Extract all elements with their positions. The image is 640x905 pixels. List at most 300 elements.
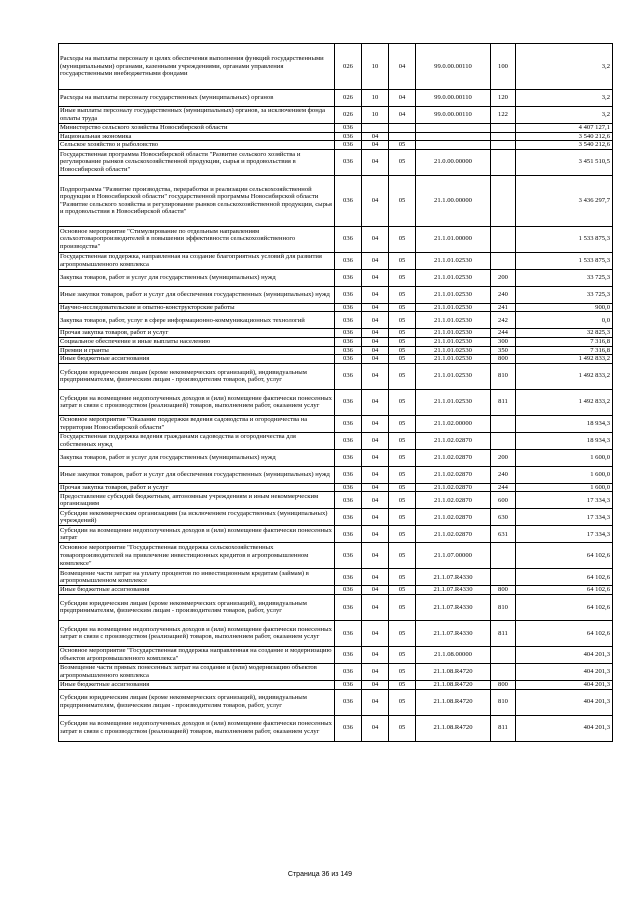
- table-row: [59, 312, 613, 329]
- cell-target-article: 21.1.02.02870: [416, 483, 491, 492]
- cell-grbs: 036: [335, 252, 362, 269]
- cell-name: Основное мероприятие "Государственная поддержка направленная на создание и модернизацию объектов агропромышленного комплекса": [59, 646, 335, 663]
- cell-name: Основное мероприятие "Оказание поддержки ведения садоводства и огородничества на территории Новосибирской области": [59, 415, 335, 432]
- cell-subsection: 04: [389, 107, 416, 124]
- cell-expense-type: 800: [491, 355, 516, 364]
- cell-target-article: 21.1.02.02870: [416, 449, 491, 466]
- cell-expense-type: 810: [491, 363, 516, 389]
- cell-subsection: 04: [389, 90, 416, 107]
- table-row: [59, 415, 613, 432]
- cell-section: 04: [362, 620, 389, 646]
- cell-grbs: 036: [335, 124, 362, 133]
- cell-grbs: 036: [335, 646, 362, 663]
- cell-expense-type: [491, 132, 516, 141]
- cell-amount: 64 102,6: [516, 586, 613, 595]
- cell-name: Государственная поддержка ведения гражданами садоводства и огородничества для собственных нужд: [59, 432, 335, 449]
- cell-expense-type: 300: [491, 337, 516, 346]
- cell-subsection: [389, 124, 416, 133]
- cell-amount: 1 492 833,2: [516, 355, 613, 364]
- cell-expense-type: 600: [491, 492, 516, 509]
- cell-name: Иные выплаты персоналу государственных (муниципальных) органов, за исключением фонда оплаты труда: [59, 107, 335, 124]
- cell-expense-type: 811: [491, 715, 516, 741]
- cell-amount: 900,0: [516, 303, 613, 312]
- cell-expense-type: 810: [491, 594, 516, 620]
- cell-name: Социальное обеспечение и иные выплаты населению: [59, 337, 335, 346]
- cell-section: 04: [362, 303, 389, 312]
- cell-amount: 1 492 833,2: [516, 363, 613, 389]
- cell-section: 04: [362, 415, 389, 432]
- cell-section: 04: [362, 337, 389, 346]
- cell-amount: 1 492 833,2: [516, 389, 613, 415]
- table-row: [59, 715, 613, 741]
- cell-name: Субсидии на возмещение недополученных доходов и (или) возмещение фактически понесенных затрат в связи с производством (реализацией) товаров, выполнением работ, оказанием услуг: [59, 620, 335, 646]
- cell-target-article: 99.0.00.00110: [416, 107, 491, 124]
- cell-name: Закупка товаров, работ и услуг для государственных (муниципальных) нужд: [59, 269, 335, 286]
- cell-subsection: 05: [389, 646, 416, 663]
- cell-expense-type: [491, 175, 516, 226]
- cell-target-article: 21.1.01.02530: [416, 337, 491, 346]
- cell-name: Основное мероприятие "Государственная поддержка сельскохозяйственных товаропроизводителей на привлечение инвестиционных кредитов в агропромышленном комплексе": [59, 543, 335, 569]
- cell-section: 04: [362, 492, 389, 509]
- cell-name: Субсидии на возмещение недополученных доходов и (или) возмещение фактически понесенных затрат: [59, 526, 335, 543]
- cell-amount: 404 201,3: [516, 680, 613, 689]
- table-row: [59, 141, 613, 150]
- cell-expense-type: [491, 149, 516, 175]
- cell-expense-type: 800: [491, 586, 516, 595]
- cell-subsection: 05: [389, 415, 416, 432]
- table-row: [59, 586, 613, 595]
- cell-subsection: 05: [389, 509, 416, 526]
- cell-grbs: 036: [335, 543, 362, 569]
- table-row: [59, 389, 613, 415]
- cell-amount: 404 201,3: [516, 715, 613, 741]
- cell-grbs: 036: [335, 715, 362, 741]
- cell-grbs: 036: [335, 355, 362, 364]
- cell-target-article: 21.1.08.R4720: [416, 680, 491, 689]
- cell-subsection: 05: [389, 569, 416, 586]
- cell-section: 04: [362, 715, 389, 741]
- cell-amount: 3 540 212,6: [516, 141, 613, 150]
- cell-name: Основное мероприятие "Стимулирование по отдельным направлениям сельхозтоваропроизводителей в повышении эффективности сельскохозяйственного производства": [59, 226, 335, 252]
- cell-section: 04: [362, 252, 389, 269]
- table-row: [59, 175, 613, 226]
- cell-section: 04: [362, 329, 389, 338]
- cell-target-article: 21.1.02.02870: [416, 466, 491, 483]
- cell-name: Субсидии некоммерческим организациям (за исключением государственных (муниципальных) учреждений): [59, 509, 335, 526]
- cell-section: 04: [362, 269, 389, 286]
- cell-grbs: 036: [335, 492, 362, 509]
- cell-target-article: 21.1.01.02530: [416, 312, 491, 329]
- cell-subsection: 04: [389, 44, 416, 90]
- table-row: [59, 689, 613, 715]
- table-row: [59, 149, 613, 175]
- cell-section: 04: [362, 526, 389, 543]
- cell-amount: 64 102,6: [516, 569, 613, 586]
- cell-subsection: 05: [389, 141, 416, 150]
- cell-expense-type: 240: [491, 286, 516, 303]
- cell-section: 04: [362, 363, 389, 389]
- cell-subsection: 05: [389, 346, 416, 355]
- cell-expense-type: [491, 663, 516, 680]
- table-row: [59, 132, 613, 141]
- table-row: [59, 286, 613, 303]
- cell-target-article: 21.1.01.02530: [416, 389, 491, 415]
- cell-amount: 3 540 212,6: [516, 132, 613, 141]
- cell-target-article: 21.1.01.00000: [416, 226, 491, 252]
- table-row: [59, 303, 613, 312]
- cell-target-article: 21.0.00.00000: [416, 149, 491, 175]
- cell-name: Возмещение части затрат на уплату процентов по инвестиционным кредитам (займам) в агропромышленном комплексе: [59, 569, 335, 586]
- cell-subsection: 05: [389, 680, 416, 689]
- table-row: [59, 509, 613, 526]
- cell-subsection: 05: [389, 663, 416, 680]
- cell-section: 04: [362, 389, 389, 415]
- cell-section: 04: [362, 680, 389, 689]
- table-row: [59, 355, 613, 364]
- cell-section: 04: [362, 286, 389, 303]
- cell-grbs: 036: [335, 594, 362, 620]
- cell-target-article: 21.1.08.R4720: [416, 663, 491, 680]
- cell-name: Возмещение части прямых понесенных затрат на создание и (или) модернизацию объектов агропромышленного комплекса: [59, 663, 335, 680]
- cell-section: 04: [362, 175, 389, 226]
- cell-target-article: 21.1.07.R4330: [416, 620, 491, 646]
- cell-grbs: 036: [335, 526, 362, 543]
- table-row: [59, 124, 613, 133]
- cell-grbs: 026: [335, 90, 362, 107]
- cell-expense-type: 244: [491, 483, 516, 492]
- cell-amount: 32 825,3: [516, 329, 613, 338]
- cell-section: 10: [362, 107, 389, 124]
- cell-grbs: 036: [335, 141, 362, 150]
- cell-grbs: 036: [335, 569, 362, 586]
- table-row: [59, 449, 613, 466]
- cell-section: 04: [362, 355, 389, 364]
- cell-amount: 404 201,3: [516, 663, 613, 680]
- cell-section: 04: [362, 141, 389, 150]
- table-row: [59, 44, 613, 90]
- cell-subsection: 05: [389, 689, 416, 715]
- cell-subsection: 05: [389, 432, 416, 449]
- cell-name: Субсидии юридическим лицам (кроме некоммерческих организаций), индивидуальным предпринимателям, физическим лицам - производителям товаров, работ, услуг: [59, 363, 335, 389]
- cell-grbs: 036: [335, 363, 362, 389]
- cell-section: 04: [362, 663, 389, 680]
- cell-amount: 3,2: [516, 107, 613, 124]
- cell-subsection: 05: [389, 355, 416, 364]
- cell-target-article: 21.1.08.00000: [416, 646, 491, 663]
- cell-expense-type: 630: [491, 509, 516, 526]
- cell-grbs: 036: [335, 286, 362, 303]
- cell-expense-type: 200: [491, 269, 516, 286]
- cell-amount: 1 600,0: [516, 466, 613, 483]
- table-row: [59, 646, 613, 663]
- cell-amount: 1 533 875,3: [516, 226, 613, 252]
- cell-subsection: 05: [389, 286, 416, 303]
- cell-grbs: 036: [335, 175, 362, 226]
- cell-amount: 17 334,3: [516, 526, 613, 543]
- table-row: [59, 594, 613, 620]
- cell-section: 04: [362, 569, 389, 586]
- cell-subsection: 05: [389, 337, 416, 346]
- cell-section: 04: [362, 483, 389, 492]
- cell-name: Закупка товаров, работ, услуг в сфере информационно-коммуникационных технологий: [59, 312, 335, 329]
- cell-section: 04: [362, 432, 389, 449]
- cell-expense-type: 811: [491, 389, 516, 415]
- table-row: [59, 663, 613, 680]
- cell-amount: 17 334,3: [516, 492, 613, 509]
- cell-expense-type: 350: [491, 346, 516, 355]
- cell-section: 10: [362, 44, 389, 90]
- cell-amount: 3 451 510,5: [516, 149, 613, 175]
- cell-grbs: 026: [335, 44, 362, 90]
- cell-grbs: 036: [335, 432, 362, 449]
- cell-subsection: 05: [389, 389, 416, 415]
- cell-name: Иные бюджетные ассигнования: [59, 586, 335, 595]
- cell-subsection: 05: [389, 492, 416, 509]
- cell-target-article: 21.1.07.00000: [416, 543, 491, 569]
- cell-section: 04: [362, 646, 389, 663]
- cell-grbs: 036: [335, 586, 362, 595]
- cell-amount: 3,2: [516, 44, 613, 90]
- table-row: [59, 329, 613, 338]
- cell-section: 04: [362, 509, 389, 526]
- cell-name: Научно-исследовательские и опытно-конструкторские работы: [59, 303, 335, 312]
- cell-name: Прочая закупка товаров, работ и услуг: [59, 329, 335, 338]
- table-row: [59, 346, 613, 355]
- cell-section: 04: [362, 149, 389, 175]
- cell-amount: 0,0: [516, 312, 613, 329]
- cell-expense-type: 241: [491, 303, 516, 312]
- cell-name: Прочая закупка товаров, работ и услуг: [59, 483, 335, 492]
- cell-target-article: 21.1.07.R4330: [416, 569, 491, 586]
- page-number: Страница 36 из 149: [287, 871, 353, 878]
- cell-amount: 1 533 875,3: [516, 252, 613, 269]
- cell-expense-type: 811: [491, 620, 516, 646]
- cell-grbs: 036: [335, 312, 362, 329]
- cell-expense-type: 122: [491, 107, 516, 124]
- cell-subsection: 05: [389, 175, 416, 226]
- cell-expense-type: [491, 415, 516, 432]
- cell-name: Министерство сельского хозяйства Новосибирской области: [59, 124, 335, 133]
- cell-expense-type: 242: [491, 312, 516, 329]
- table-row: [59, 90, 613, 107]
- cell-target-article: 21.1.01.02530: [416, 346, 491, 355]
- table-row: [59, 363, 613, 389]
- cell-section: 04: [362, 594, 389, 620]
- cell-subsection: 05: [389, 449, 416, 466]
- cell-amount: 33 725,3: [516, 286, 613, 303]
- cell-amount: 64 102,6: [516, 620, 613, 646]
- cell-amount: 7 316,8: [516, 337, 613, 346]
- cell-expense-type: 810: [491, 689, 516, 715]
- cell-target-article: [416, 124, 491, 133]
- cell-grbs: 036: [335, 346, 362, 355]
- cell-target-article: 21.1.01.02530: [416, 269, 491, 286]
- document-page: [58, 43, 612, 742]
- cell-target-article: 21.1.02.02870: [416, 509, 491, 526]
- table-row: [59, 569, 613, 586]
- cell-grbs: 036: [335, 509, 362, 526]
- cell-section: 04: [362, 346, 389, 355]
- cell-target-article: [416, 141, 491, 150]
- table-row: [59, 466, 613, 483]
- table-row: [59, 526, 613, 543]
- table-row: [59, 226, 613, 252]
- cell-name: Сельское хозяйство и рыболовство: [59, 141, 335, 150]
- table-row: [59, 492, 613, 509]
- cell-target-article: 21.1.02.02870: [416, 526, 491, 543]
- cell-grbs: 036: [335, 680, 362, 689]
- cell-target-article: 21.1.01.02530: [416, 303, 491, 312]
- cell-subsection: 05: [389, 620, 416, 646]
- cell-grbs: 036: [335, 483, 362, 492]
- cell-name: Закупка товаров, работ и услуг для государственных (муниципальных) нужд: [59, 449, 335, 466]
- cell-section: 10: [362, 90, 389, 107]
- cell-target-article: 21.1.01.02530: [416, 286, 491, 303]
- cell-grbs: 036: [335, 663, 362, 680]
- cell-target-article: 21.1.07.R4330: [416, 586, 491, 595]
- cell-subsection: [389, 132, 416, 141]
- cell-expense-type: 200: [491, 449, 516, 466]
- cell-name: Субсидии юридическим лицам (кроме некоммерческих организаций), индивидуальным предпринимателям, физическим лицам - производителям товаров, работ, услуг: [59, 689, 335, 715]
- cell-amount: 18 934,3: [516, 415, 613, 432]
- cell-amount: 64 102,6: [516, 594, 613, 620]
- cell-target-article: 21.1.08.R4720: [416, 715, 491, 741]
- cell-grbs: 036: [335, 466, 362, 483]
- cell-subsection: 05: [389, 715, 416, 741]
- cell-expense-type: 120: [491, 90, 516, 107]
- cell-grbs: 036: [335, 389, 362, 415]
- cell-expense-type: 244: [491, 329, 516, 338]
- cell-grbs: 036: [335, 620, 362, 646]
- cell-expense-type: [491, 141, 516, 150]
- cell-subsection: 05: [389, 594, 416, 620]
- cell-target-article: 99.0.00.00110: [416, 90, 491, 107]
- cell-target-article: 21.1.01.02530: [416, 329, 491, 338]
- cell-name: Государственная поддержка, направленная на создание благоприятных условий для развития агропромышленного комплекса: [59, 252, 335, 269]
- cell-expense-type: 631: [491, 526, 516, 543]
- cell-target-article: 21.1.02.00000: [416, 415, 491, 432]
- cell-amount: 1 600,0: [516, 449, 613, 466]
- budget-table-body: [59, 44, 613, 742]
- cell-subsection: 05: [389, 252, 416, 269]
- cell-section: 04: [362, 543, 389, 569]
- cell-name: Иные бюджетные ассигнования: [59, 355, 335, 364]
- cell-name: Национальная экономика: [59, 132, 335, 141]
- cell-target-article: [416, 132, 491, 141]
- cell-subsection: 05: [389, 526, 416, 543]
- cell-section: [362, 124, 389, 133]
- cell-section: 04: [362, 312, 389, 329]
- cell-section: 04: [362, 466, 389, 483]
- cell-grbs: 036: [335, 449, 362, 466]
- cell-amount: 4 407 127,1: [516, 124, 613, 133]
- cell-target-article: 21.1.02.02870: [416, 432, 491, 449]
- cell-grbs: 036: [335, 132, 362, 141]
- table-row: [59, 337, 613, 346]
- cell-name: Расходы на выплаты персоналу в целях обеспечения выполнения функций государственными (муниципальными) органами, казенными учреждениями, органами управления государственными внебюджетными фондами: [59, 44, 335, 90]
- cell-subsection: 05: [389, 329, 416, 338]
- cell-name: Иные закупки товаров, работ и услуг для обеспечения государственных (муниципальных) нужд: [59, 466, 335, 483]
- cell-expense-type: 100: [491, 44, 516, 90]
- cell-grbs: 036: [335, 303, 362, 312]
- cell-name: Подпрограмма "Развитие производства, переработки и реализации сельскохозяйственной продукции в Новосибирской области" государственной программы Новосибирской области "Развитие сельского хозяйства и регулирование рынков сельскохозяйственной продукции, сырья и продовольствия в Новосибирской области": [59, 175, 335, 226]
- cell-target-article: 21.1.01.02530: [416, 355, 491, 364]
- table-row: [59, 252, 613, 269]
- cell-expense-type: [491, 124, 516, 133]
- cell-target-article: 21.1.00.00000: [416, 175, 491, 226]
- cell-expense-type: 800: [491, 680, 516, 689]
- cell-grbs: 036: [335, 149, 362, 175]
- cell-grbs: 026: [335, 107, 362, 124]
- cell-amount: 33 725,3: [516, 269, 613, 286]
- cell-expense-type: [491, 543, 516, 569]
- table-row: [59, 107, 613, 124]
- cell-amount: 1 600,0: [516, 483, 613, 492]
- cell-section: 04: [362, 132, 389, 141]
- cell-subsection: 05: [389, 363, 416, 389]
- cell-amount: 64 102,6: [516, 543, 613, 569]
- budget-table: [58, 43, 613, 742]
- cell-target-article: 99.0.00.00110: [416, 44, 491, 90]
- cell-subsection: 05: [389, 483, 416, 492]
- cell-amount: 18 934,3: [516, 432, 613, 449]
- table-row: [59, 269, 613, 286]
- cell-subsection: 05: [389, 543, 416, 569]
- cell-amount: 17 334,3: [516, 509, 613, 526]
- cell-name: Предоставление субсидий бюджетным, автономным учреждениям и иным некоммерческим организациям: [59, 492, 335, 509]
- cell-section: 04: [362, 586, 389, 595]
- cell-section: 04: [362, 226, 389, 252]
- table-row: [59, 483, 613, 492]
- cell-expense-type: [491, 432, 516, 449]
- cell-name: Субсидии на возмещение недополученных доходов и (или) возмещение фактически понесенных затрат в связи с производством (реализацией) товаров, выполнением работ, оказанием услуг: [59, 389, 335, 415]
- cell-target-article: 21.1.01.02530: [416, 363, 491, 389]
- cell-target-article: 21.1.01.02530: [416, 252, 491, 269]
- cell-grbs: 036: [335, 269, 362, 286]
- table-row: [59, 543, 613, 569]
- cell-expense-type: [491, 226, 516, 252]
- cell-section: 04: [362, 689, 389, 715]
- cell-grbs: 036: [335, 226, 362, 252]
- cell-amount: 404 201,3: [516, 646, 613, 663]
- cell-name: Иные закупки товаров, работ и услуг для обеспечения государственных (муниципальных) нужд: [59, 286, 335, 303]
- cell-subsection: 05: [389, 269, 416, 286]
- cell-grbs: 036: [335, 337, 362, 346]
- cell-grbs: 036: [335, 689, 362, 715]
- cell-expense-type: 240: [491, 466, 516, 483]
- cell-amount: 3 436 297,7: [516, 175, 613, 226]
- cell-name: Государственная программа Новосибирской области "Развитие сельского хозяйства и регулирование рынков сельскохозяйственной продукции, сырья и продовольствия в Новосибирской области": [59, 149, 335, 175]
- cell-subsection: 05: [389, 466, 416, 483]
- cell-name: Иные бюджетные ассигнования: [59, 680, 335, 689]
- cell-subsection: 05: [389, 149, 416, 175]
- cell-name: Расходы на выплаты персоналу государственных (муниципальных) органов: [59, 90, 335, 107]
- cell-target-article: 21.1.02.02870: [416, 492, 491, 509]
- cell-expense-type: [491, 569, 516, 586]
- cell-name: Субсидии на возмещение недополученных доходов и (или) возмещение фактически понесенных затрат в связи с производством (реализацией) товаров, выполнением работ, оказанием услуг: [59, 715, 335, 741]
- cell-amount: 7 316,8: [516, 346, 613, 355]
- table-row: [59, 432, 613, 449]
- cell-section: 04: [362, 449, 389, 466]
- cell-target-article: 21.1.07.R4330: [416, 594, 491, 620]
- table-row: [59, 680, 613, 689]
- cell-subsection: 05: [389, 303, 416, 312]
- cell-name: Премии и гранты: [59, 346, 335, 355]
- cell-grbs: 036: [335, 415, 362, 432]
- table-row: [59, 620, 613, 646]
- cell-target-article: 21.1.08.R4720: [416, 689, 491, 715]
- cell-expense-type: [491, 646, 516, 663]
